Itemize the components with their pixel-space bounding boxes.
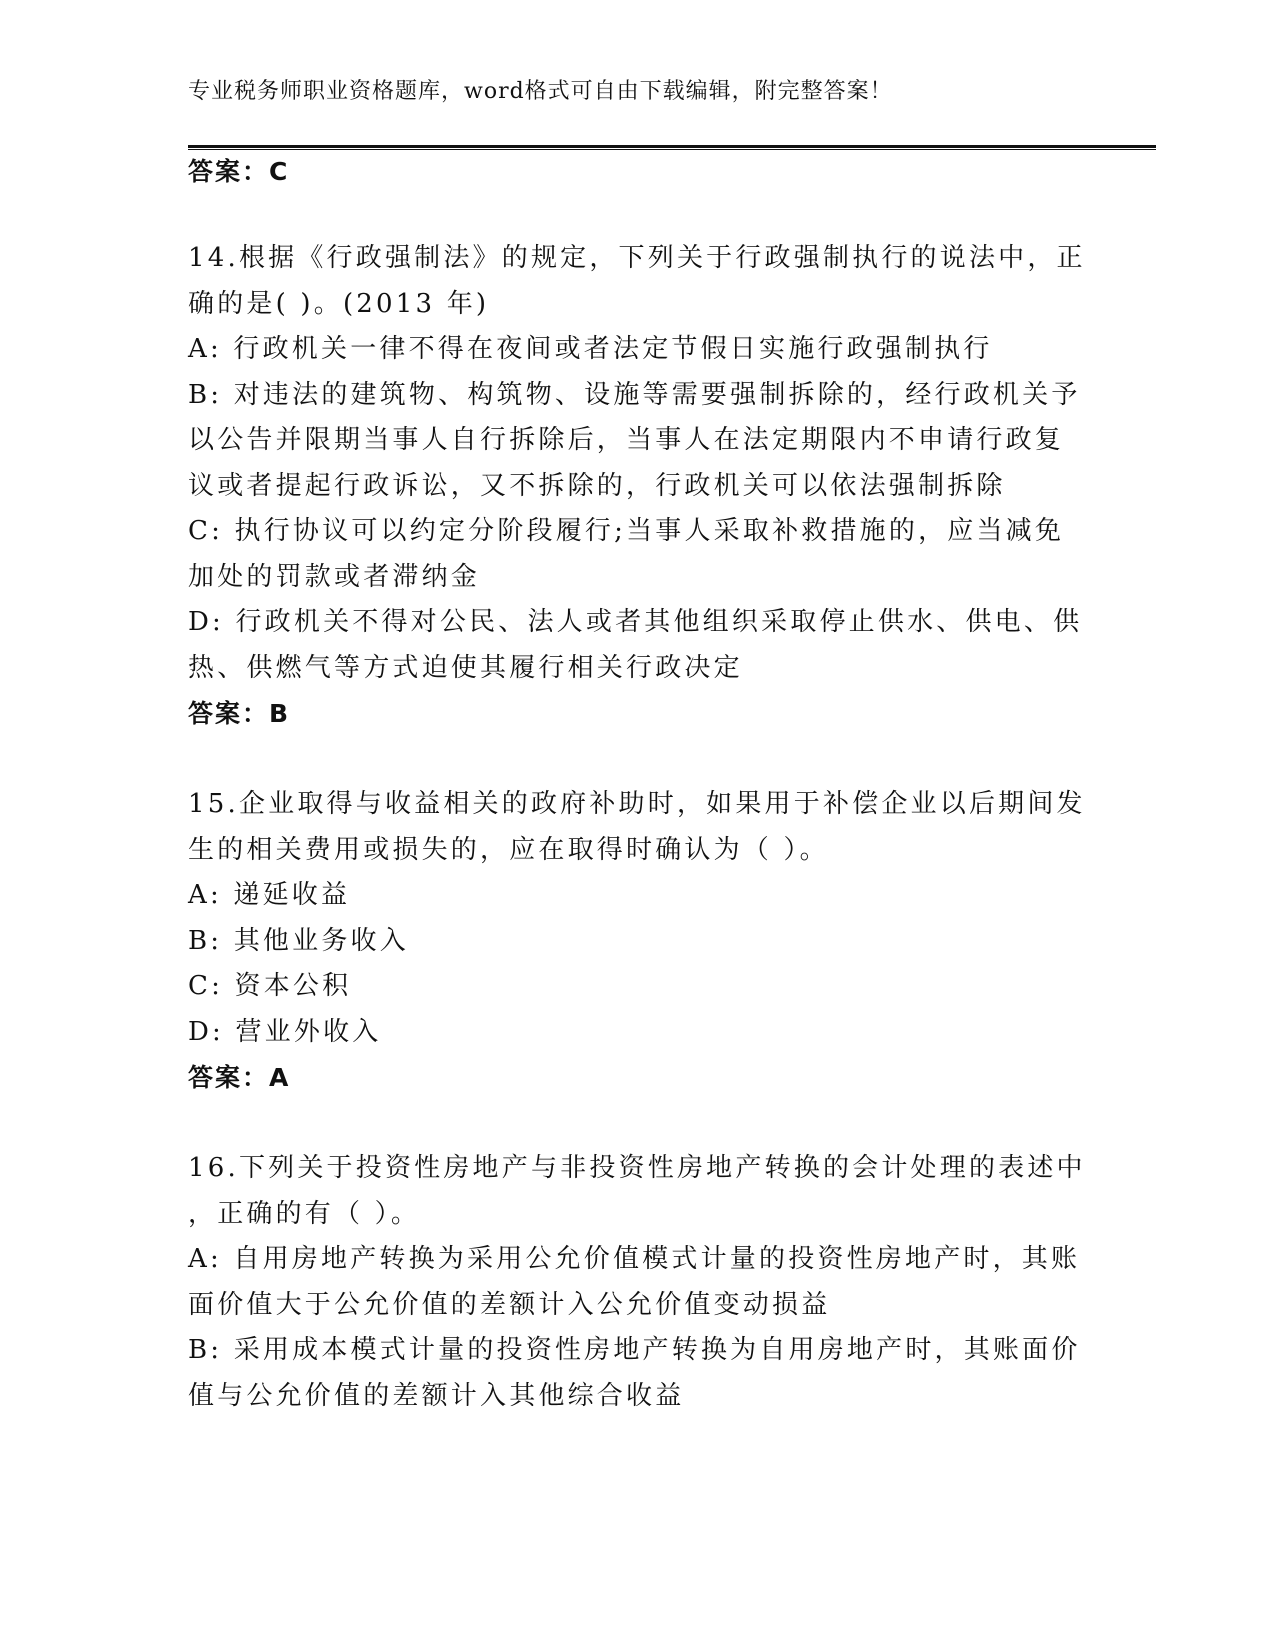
option-line: D: 营业外收入 bbox=[188, 1016, 382, 1047]
option-line: B: 采用成本模式计量的投资性房地产转换为自用房地产时，其账面价 bbox=[188, 1335, 1081, 1365]
option-line: 面价值大于公允价值的差额计入公允价值变动损益 bbox=[188, 1289, 831, 1320]
question-16 bbox=[188, 1146, 1088, 1419]
option-line: D: 行政机关不得对公民、法人或者其他组织采取停止供水、供电、供 bbox=[188, 607, 1083, 637]
option-line: A: 自用房地产转换为采用公允价值模式计量的投资性房地产时，其账 bbox=[188, 1244, 1081, 1274]
question-14 bbox=[188, 236, 1088, 737]
question-stem-line: 14.根据《行政强制法》的规定，下列关于行政强制执行的说法中，正 bbox=[188, 243, 1086, 273]
option-line: A: 递延收益 bbox=[188, 880, 351, 910]
option-line: 以公告并限期当事人自行拆除后，当事人在法定期限内不申请行政复 bbox=[188, 425, 1065, 455]
option-line: 议或者提起行政诉讼，又不拆除的，行政机关可以依法强制拆除 bbox=[188, 470, 1006, 501]
option-line: B: 对违法的建筑物、构筑物、设施等需要强制拆除的，经行政机关予 bbox=[188, 379, 1081, 410]
question-stem-line: 确的是( )。(2013 年) bbox=[188, 288, 490, 319]
answer-line: 答案：A bbox=[188, 1063, 291, 1092]
option-line: A: 行政机关一律不得在夜间或者法定节假日实施行政强制执行 bbox=[188, 334, 993, 364]
option-line: 值与公允价值的差额计入其他综合收益 bbox=[188, 1380, 685, 1411]
answer-line: 答案：B bbox=[188, 699, 291, 728]
option-line: B: 其他业务收入 bbox=[188, 925, 409, 956]
question-stem-line: 15.企业取得与收益相关的政府补助时，如果用于补偿企业以后期间发 bbox=[188, 789, 1086, 819]
page-header-text: 专业税务师职业资格题库，word格式可自由下载编辑，附完整答案！ bbox=[188, 79, 893, 104]
option-line: C: 资本公积 bbox=[188, 971, 352, 1001]
previous-answer: 答案：C bbox=[188, 157, 290, 186]
question-stem-line: 生的相关费用或损失的，应在取得时确认为（ ）。 bbox=[188, 834, 829, 865]
option-line: C: 执行协议可以约定分阶段履行;当事人采取补救措施的，应当减免 bbox=[188, 516, 1065, 546]
option-line: 热、供燃气等方式迫使其履行相关行政决定 bbox=[188, 652, 743, 683]
question-stem-line: ，正确的有（ ）。 bbox=[188, 1198, 421, 1229]
option-line: 加处的罚款或者滞纳金 bbox=[188, 561, 481, 592]
question-15 bbox=[188, 782, 1088, 1101]
question-stem-line: 16.下列关于投资性房地产与非投资性房地产转换的会计处理的表述中 bbox=[188, 1153, 1086, 1183]
